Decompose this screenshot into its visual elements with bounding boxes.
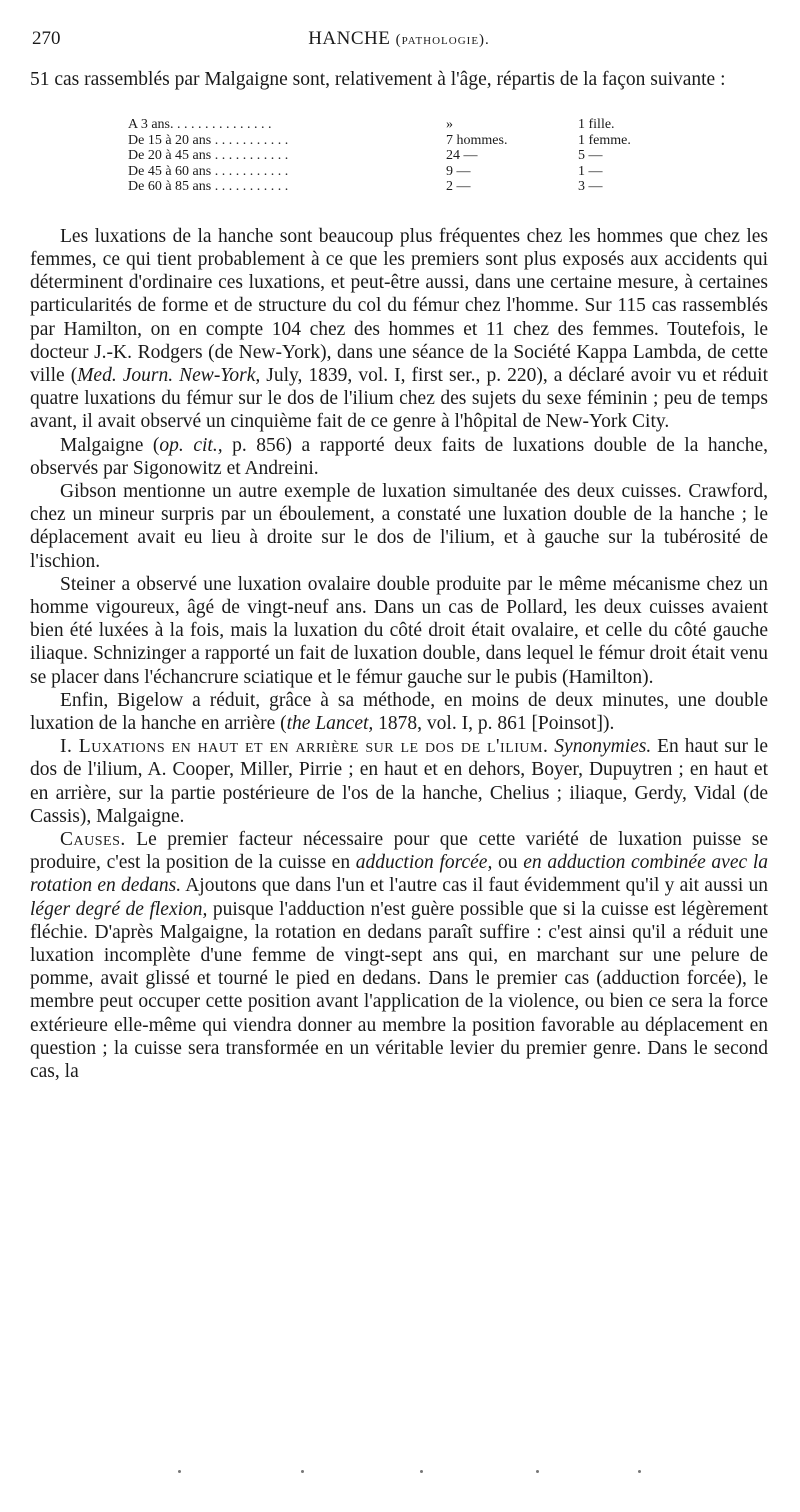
age-table-row bbox=[128, 133, 688, 149]
print-speck bbox=[536, 1470, 539, 1473]
print-speck bbox=[178, 1470, 181, 1473]
page-number: 270 bbox=[32, 28, 61, 49]
age-table-row bbox=[128, 179, 688, 195]
running-title bbox=[30, 28, 768, 50]
intro-paragraph: 51 cas rassemblés par Malgaigne sont, relativement à l'âge, répartis de la façon suivante : bbox=[30, 69, 726, 90]
women-count-cell: 3 — bbox=[578, 179, 603, 195]
page-header bbox=[30, 28, 768, 62]
print-speck bbox=[638, 1470, 641, 1473]
running-title-sub: (pathologie). bbox=[395, 32, 490, 48]
men-count-cell: 24 — bbox=[446, 148, 478, 164]
age-range-cell: De 60 à 85 ans . . . . . . . . . . . bbox=[128, 179, 289, 195]
section-heading-luxations-iliaques: I. Luxations en haut et en arrière sur le dos de l'ilium. Synonymies. En haut sur le dos de l'ilium, A. Cooper, Miller, Pirrie ; en haut et en dehors, Boyer, Dupuytren ; en haut et en arrière, sur la partie postérieure de l'os de la hanche, Chelius ; iliaque, Gerdy, Vidal (de Cassis), Malgaigne. bbox=[30, 736, 769, 827]
section-title: I. Luxations en haut et en arrière sur le dos de l'ilium. bbox=[60, 736, 549, 758]
women-count-cell: 1 fille. bbox=[578, 117, 615, 133]
paragraph-malgaigne: Malgaigne (op. cit., p. 856) a rapporté deux faits de luxations double de la hanche, observés par Sigonowitz et Andreini. bbox=[30, 434, 768, 479]
paragraph-causes: Causes. Le premier facteur nécessaire pour que cette variété de luxation puisse se produire, c'est la position de la cuisse en adduction forcée, ou en adduction combinée avec la rotation en dedans. Ajoutons que dans l'un et l'autre cas il faut évidemment qu'il y ait aussi un léger degré de flexion, puisque l'adduction n'est guère possible que si la cuisse est légèrement fléchie. D'après Malgaigne, la rotation en dedans paraît suffire : c'est ainsi qu'il a réduit une luxation incomplète d'une femme de vingt-sept ans qui, en marchant sur une pelure de pomme, avait glissé et tourné le pied en dedans. Dans le premier cas (adduction forcée), le membre peut occuper cette position avant l'application de la violence, ou bien ce sera la force extérieure elle-même qui viendra donner au membre la position favorable au déplacement en question ; la cuisse sera transformée en un véritable levier du premier genre. Dans le second cas, la bbox=[30, 828, 769, 1083]
men-count-cell: 2 — bbox=[446, 179, 471, 195]
women-count-cell: 1 femme. bbox=[578, 132, 631, 148]
synonymies-label: Synonymies. bbox=[554, 736, 652, 758]
page-footer-marks bbox=[0, 1470, 800, 1480]
paragraph-steiner: Steiner a observé une luxation ovalaire double produite par le même mécanisme chez un homme vigoureux, âgé de vingt-neuf ans. Dans un cas de Pollard, les deux cuisses avaient bien été luxées à la fois, mais la luxation du côté droit était ovalaire, et celle du côté gauche iliaque. Schnizinger a rapporté un fait de luxation double, dans lequel le fémur droit était venu se placer dans l'échancrure sciatique et le fémur gauche sur le pubis (Hamilton). bbox=[30, 573, 768, 688]
print-speck bbox=[301, 1470, 304, 1473]
age-range-cell: De 20 à 45 ans . . . . . . . . . . . bbox=[128, 148, 289, 164]
paragraph-bigelow: Enfin, Bigelow a réduit, grâce à sa méthode, en moins de deux minutes, une double luxation de la hanche en arrière (the Lancet, 1878, vol. I, p. 861 [Poinsot]). bbox=[30, 689, 768, 734]
age-table-row bbox=[128, 148, 688, 164]
book-page bbox=[30, 28, 768, 1083]
age-table-row bbox=[128, 164, 688, 180]
print-speck bbox=[420, 1470, 423, 1473]
age-range-cell: A 3 ans. . . . . . . . . . . . . . . bbox=[128, 117, 272, 133]
women-count-cell: 1 — bbox=[578, 163, 603, 179]
age-range-cell: De 15 à 20 ans . . . . . . . . . . . bbox=[128, 132, 289, 148]
citation-med-journ: Med. Journ. New-York, bbox=[77, 364, 261, 386]
men-count-cell: 7 hommes. bbox=[446, 132, 508, 148]
women-count-cell: 5 — bbox=[578, 148, 603, 164]
causes-label: Causes. bbox=[60, 828, 126, 850]
running-title-main: HANCHE bbox=[308, 28, 391, 49]
age-distribution-table bbox=[128, 117, 688, 195]
age-range-cell: De 45 à 60 ans . . . . . . . . . . . bbox=[128, 163, 289, 179]
body-text bbox=[30, 225, 768, 1084]
age-table-row bbox=[128, 117, 688, 133]
men-count-cell: » bbox=[446, 117, 453, 133]
paragraph-sex-frequency: Les luxations de la hanche sont beaucoup plus fréquentes chez les hommes que chez les femmes, ce qui tient probablement à ce que les premiers sont plus exposés aux accidents qui déterminent d'ordinaire ces luxations, et peut-être aussi, dans une certaine mesure, à certaines particularités de forme et de structure du col du fémur chez l'homme. Sur 115 cas rassemblés par Hamilton, on en compte 104 chez des hommes et 11 chez des femmes. Toutefois, le docteur J.-K. Rodgers (de New-York), dans une séance de la Société Kappa Lambda, de cette ville (Med. Journ. New-York, July, 1839, vol. I, first ser., p. 220), a déclaré avoir vu et réduit quatre luxations du fémur sur le dos de l'ilium chez des sujets du sexe féminin ; peu de temps avant, il avait observé un cinquième fait de ce genre à l'hôpital de New-York City. bbox=[30, 225, 768, 433]
paragraph-gibson: Gibson mentionne un autre exemple de luxation simultanée des deux cuisses. Crawford, chez un mineur surpris par un éboulement, a constaté une luxation double de la hanche ; le déplacement avait eu lieu à droite sur le dos de l'ilium, et à gauche sur la tubérosité de l'ischion. bbox=[30, 480, 768, 572]
men-count-cell: 9 — bbox=[446, 163, 471, 179]
citation-lancet: the Lancet, bbox=[286, 712, 374, 734]
citation-op-cit: op. cit., bbox=[159, 434, 223, 456]
